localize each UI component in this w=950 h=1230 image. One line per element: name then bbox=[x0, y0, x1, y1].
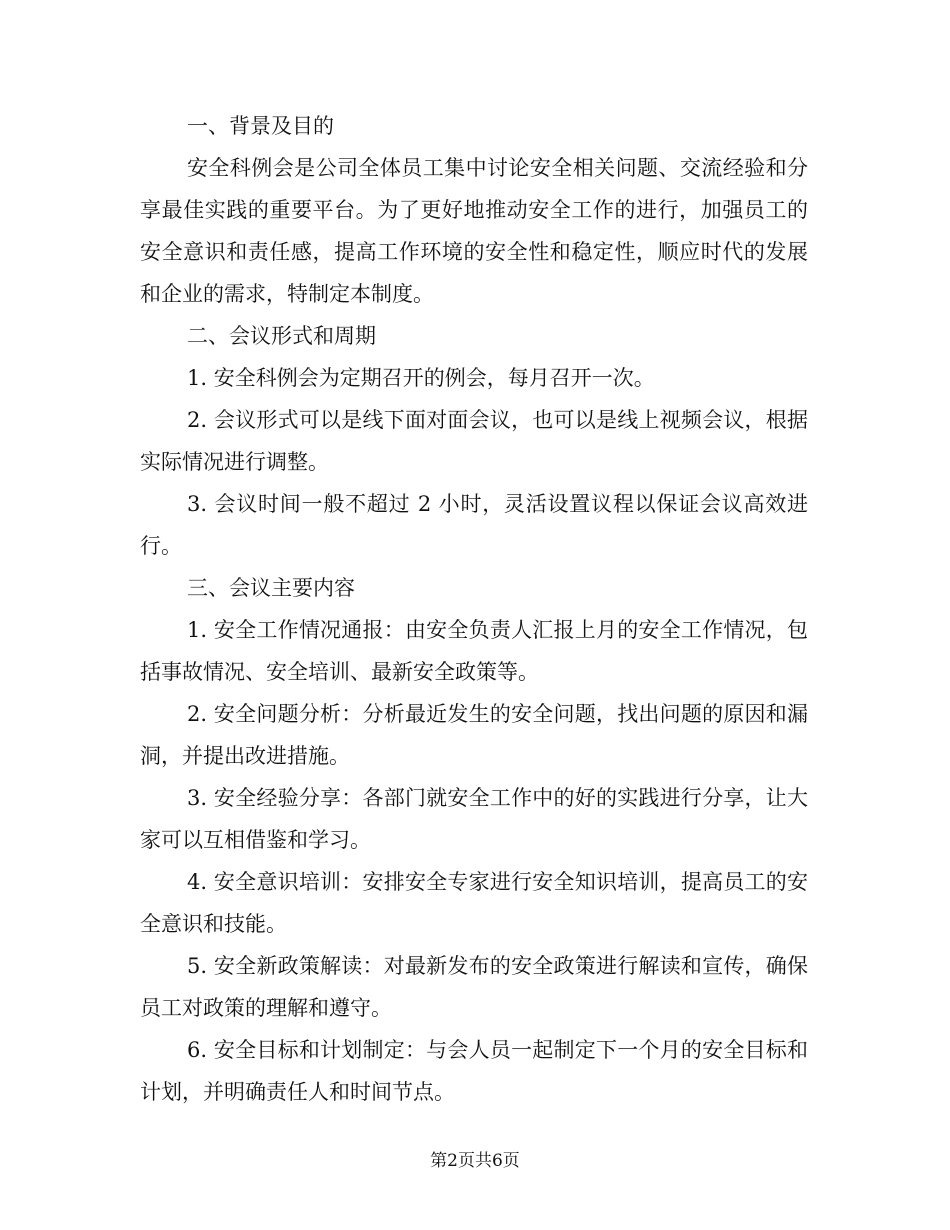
list-item: 2. 安全问题分析：分析最近发生的安全问题，找出问题的原因和漏洞，并提出改进措施。 bbox=[140, 702, 808, 768]
list-item: 6. 安全目标和计划制定：与会人员一起制定下一个月的安全目标和计划，并明确责任人和时间节点。 bbox=[140, 1038, 808, 1104]
list-item: 1. 安全工作情况通报：由安全负责人汇报上月的安全工作情况，包括事故情况、安全培训、最新安全政策等。 bbox=[140, 618, 808, 684]
section-heading: 二、会议形式和周期 bbox=[187, 324, 376, 348]
paragraph: 安全科例会是公司全体员工集中讨论安全相关问题、交流经验和分享最佳实践的重要平台。为了更好地推动安全工作的进行，加强员工的安全意识和责任感，提高工作环境的安全性和稳定性，顺应时代的发展和企业的需求，特制定本制度。 bbox=[140, 156, 808, 306]
list-item: 3. 安全经验分享：各部门就安全工作中的好的实践进行分享，让大家可以互相借鉴和学习。 bbox=[140, 786, 808, 852]
list-item: 1. 安全科例会为定期召开的例会，每月召开一次。 bbox=[187, 366, 655, 390]
section-heading: 一、背景及目的 bbox=[187, 114, 334, 138]
section-heading: 三、会议主要内容 bbox=[187, 576, 355, 600]
document-body bbox=[140, 105, 808, 1113]
list-item: 5. 安全新政策解读：对最新发布的安全政策进行解读和宣传，确保员工对政策的理解和遵守。 bbox=[140, 954, 808, 1020]
list-item: 2. 会议形式可以是线下面对面会议，也可以是线上视频会议，根据实际情况进行调整。 bbox=[140, 408, 808, 474]
list-item: 3. 会议时间一般不超过 2 小时，灵活设置议程以保证会议高效进行。 bbox=[140, 492, 808, 558]
page-number: 第2页共6页 bbox=[430, 1151, 520, 1171]
list-item: 4. 安全意识培训：安排安全专家进行安全知识培训，提高员工的安全意识和技能。 bbox=[140, 870, 808, 936]
